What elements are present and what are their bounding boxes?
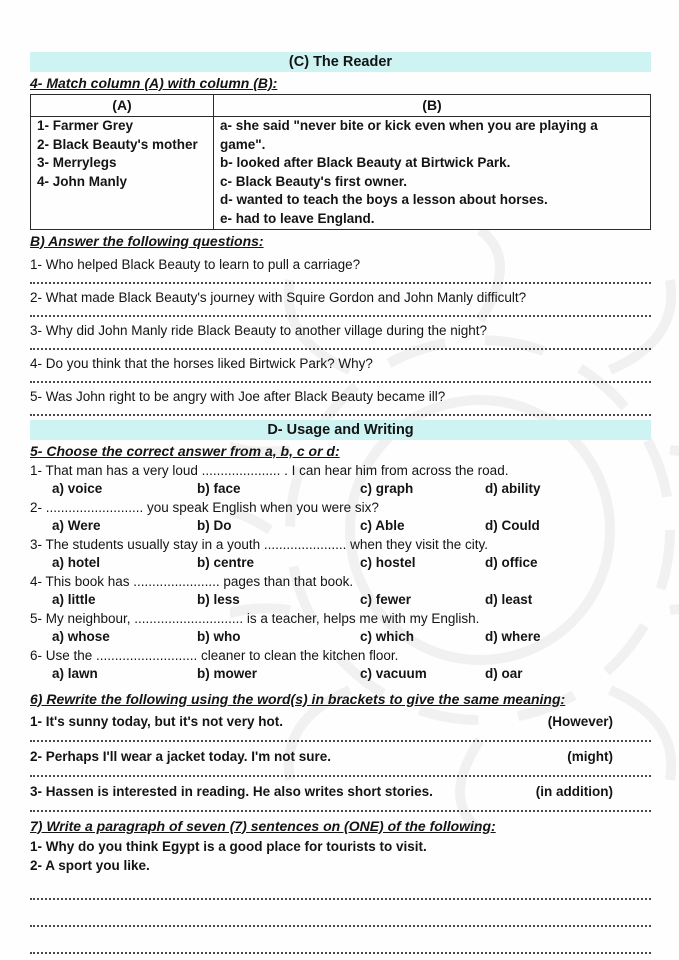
match-exercise-title: 4- Match column (A) with column (B): <box>30 75 278 91</box>
mcq-exercise-title: 5- Choose the correct answer from a, b, c or d: <box>30 442 340 459</box>
answer-dotline-1 <box>30 274 651 284</box>
mcq-options-2 <box>30 517 651 536</box>
paragraph-answer-line-1 <box>30 882 651 900</box>
column-b-items <box>214 117 651 230</box>
mcq-3-option-c: c) hostel <box>360 555 416 571</box>
question-4: 4- Do you think that the horses liked Birtwick Park? Why? <box>30 355 373 371</box>
rewrite-list <box>30 712 651 812</box>
rewrite-row-3 <box>30 782 651 801</box>
mcq-2-option-d: d) Could <box>485 518 540 534</box>
question-2: 2- What made Black Beauty's journey with Squire Gordon and John Manly difficult? <box>30 289 527 305</box>
mcq-2-option-b: b) Do <box>197 518 232 534</box>
match-a-item-4: 4- John Manly <box>37 173 128 189</box>
paragraph-exercise-title: 7) Write a paragraph of seven (7) sentences on (ONE) of the following: <box>30 817 496 834</box>
match-b-item-2: b- looked after Black Beauty at Birtwick Park. <box>220 155 511 171</box>
question-1: 1- Who helped Black Beauty to learn to pull a carriage? <box>30 256 361 272</box>
rewrite-bracket-2: (might) <box>567 748 613 764</box>
questions-list <box>30 256 651 416</box>
answer-dotline-2 <box>30 307 651 317</box>
mcq-1-option-d: d) ability <box>485 481 541 497</box>
match-a-item-1: 1- Farmer Grey <box>37 118 134 133</box>
usage-section-header <box>30 420 651 440</box>
mcq-list <box>30 462 651 684</box>
mcq-3-option-b: b) centre <box>197 555 255 571</box>
match-table <box>30 94 651 230</box>
mcq-4-option-a: a) little <box>52 592 96 608</box>
match-b-item-5: e- had to leave England. <box>220 210 375 226</box>
answer-dotline-4 <box>30 373 651 383</box>
match-table-body-row <box>31 117 651 230</box>
mcq-options-5 <box>30 628 651 647</box>
match-table-header-row <box>31 95 651 117</box>
rewrite-sentence-1: 1- It's sunny today, but it's not very hot. <box>30 713 283 729</box>
match-b-item-3: c- Black Beauty's first owner. <box>220 173 408 189</box>
questions-exercise-title: B) Answer the following questions: <box>30 232 264 249</box>
mcq-stem-3: 3- The students usually stay in a youth ...................... when they visit the city. <box>30 536 488 552</box>
match-b-item-1: a- she said "never bite or kick even when you are playing a game". <box>220 118 598 152</box>
match-a-item-2: 2- Black Beauty's mother <box>37 136 198 152</box>
mcq-options-3 <box>30 554 651 573</box>
rewrite-sentence-2: 2- Perhaps I'll wear a jacket today. I'm not sure. <box>30 748 332 764</box>
column-b-header: (B) <box>214 95 651 117</box>
paragraph-answer-line-3 <box>30 936 651 954</box>
mcq-4-option-d: d) least <box>485 592 533 608</box>
match-a-item-3: 3- Merrylegs <box>37 155 117 171</box>
mcq-6-option-d: d) oar <box>485 666 523 682</box>
column-a-header: (A) <box>31 95 214 117</box>
mcq-4-option-b: b) less <box>197 592 240 608</box>
column-a-items <box>31 117 214 230</box>
mcq-1-option-b: b) face <box>197 481 241 497</box>
mcq-5-option-c: c) which <box>360 629 415 645</box>
mcq-options-4 <box>30 591 651 610</box>
mcq-5-option-d: d) where <box>485 629 541 645</box>
mcq-stem-1: 1- That man has a very loud ..................... . I can hear him from across the road. <box>30 462 509 478</box>
mcq-2-option-c: c) Able <box>360 518 405 534</box>
paragraph-answer-lines <box>30 882 651 954</box>
answer-dotline-3 <box>30 340 651 350</box>
rewrite-dotline-1 <box>30 731 651 742</box>
mcq-3-option-d: d) office <box>485 555 538 571</box>
mcq-options-1 <box>30 480 651 499</box>
rewrite-exercise-title: 6) Rewrite the following using the word(s) in brackets to give the same meaning: <box>30 690 566 707</box>
question-5: 5- Was John right to be angry with Joe after Black Beauty became ill? <box>30 388 446 404</box>
mcq-3-option-a: a) hotel <box>52 555 101 571</box>
mcq-stem-2: 2- .......................... you speak English when you were six? <box>30 499 379 515</box>
mcq-4-option-c: c) fewer <box>360 592 412 608</box>
mcq-6-option-a: a) lawn <box>52 666 98 682</box>
mcq-stem-5: 5- My neighbour, ............................. is a teacher, helps me with my English. <box>30 610 480 626</box>
rewrite-bracket-3: (in addition) <box>535 783 613 799</box>
rewrite-bracket-1: (However) <box>547 713 613 729</box>
mcq-6-option-c: c) vacuum <box>360 666 427 682</box>
paragraph-topic-2: 2- A sport you like. <box>30 858 150 874</box>
mcq-stem-4: 4- This book has ....................... pages than that book. <box>30 573 354 589</box>
usage-section-title: D- Usage and Writing <box>267 421 414 438</box>
paragraph-answer-line-2 <box>30 909 651 927</box>
mcq-1-option-c: c) graph <box>360 481 414 497</box>
rewrite-dotline-3 <box>30 801 651 812</box>
paragraph-topic-1: 1- Why do you think Egypt is a good place for tourists to visit. <box>30 838 427 854</box>
mcq-6-option-b: b) mower <box>197 666 258 682</box>
mcq-5-option-b: b) who <box>197 629 241 645</box>
mcq-5-option-a: a) whose <box>52 629 110 645</box>
rewrite-row-1 <box>30 712 651 731</box>
mcq-stem-6: 6- Use the ........................... cleaner to clean the kitchen floor. <box>30 647 399 663</box>
question-3: 3- Why did John Manly ride Black Beauty to another village during the night? <box>30 322 488 338</box>
answer-dotline-5 <box>30 406 651 416</box>
match-b-item-4: d- wanted to teach the boys a lesson about horses. <box>220 192 548 208</box>
rewrite-row-2 <box>30 747 651 766</box>
rewrite-dotline-2 <box>30 766 651 777</box>
mcq-1-option-a: a) voice <box>52 481 103 497</box>
paragraph-topics-list <box>30 837 651 876</box>
reader-section-title: (C) The Reader <box>288 54 393 70</box>
reader-section-header <box>30 52 651 72</box>
mcq-2-option-a: a) Were <box>52 518 101 534</box>
mcq-options-6 <box>30 665 651 684</box>
rewrite-sentence-3: 3- Hassen is interested in reading. He also writes short stories. <box>30 783 433 799</box>
